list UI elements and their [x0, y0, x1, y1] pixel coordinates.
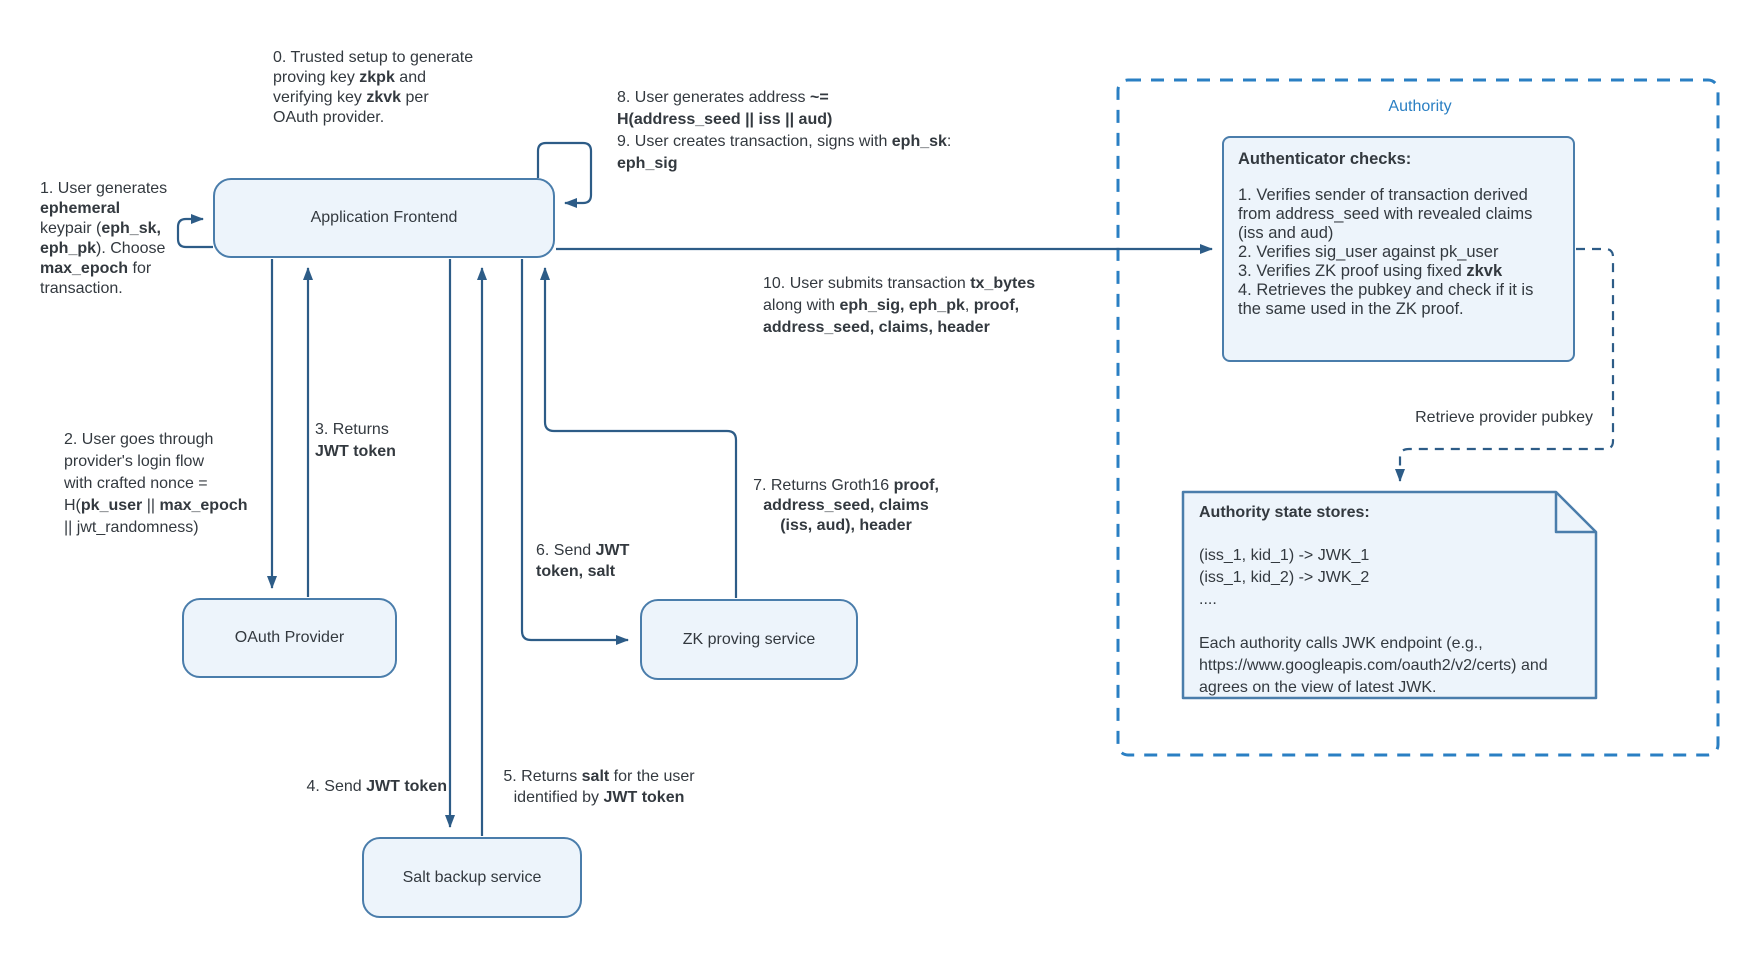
authenticator-checks-list: 1. Verifies sender of transaction derived from address_seed with revealed claims (iss and aud) 2. Verifies sig_user against pk_user 3. Verifies ZK proof using fixed zkvk 4. Retrieves the pubkey and check if it is the same used in the ZK proof. — [1238, 186, 1534, 318]
annotation-step0: 0. Trusted setup to generate proving key zkpk and verifying key zkvk per OAuth provider. — [273, 49, 474, 126]
annotation-step3: 3. Returns JWT token — [315, 421, 396, 460]
authority-state-lines: (iss_1, kid_1) -> JWK_1 (iss_1, kid_2) -> JWK_2 .... Each authority calls JWK endpoint (e.g., https://www.googleapis.com/oauth2/v2/certs) and agrees on the view of latest JWK. — [1199, 547, 1548, 696]
annotation-step5: 5. Returns salt for the user identified by JWT token — [503, 768, 695, 806]
annotation-step7: 7. Returns Groth16 proof, address_seed, claims (iss, aud), header — [753, 477, 939, 534]
authority-region-title: Authority — [1388, 98, 1452, 115]
annotation-step2: 2. User goes through provider's login flow with crafted nonce = H(pk_user || max_epoch || jwt_randomness) — [64, 431, 248, 536]
node-authenticator-checks — [1222, 136, 1575, 362]
node-salt-backup-service — [362, 837, 582, 918]
send-jwt-salt-arrow — [522, 259, 628, 640]
self-loop-keypair-arrow — [178, 219, 213, 247]
zk-proving-service-label: ZK proving service — [682, 630, 816, 648]
authenticator-checks-title: Authenticator checks: — [1238, 150, 1412, 168]
annotation-retrieve-pubkey: Retrieve provider pubkey — [1415, 409, 1593, 426]
oauth-provider-label: OAuth Provider — [234, 629, 345, 646]
annotation-step8-9: 8. User generates address ~= H(address_seed || iss || aud) 9. User creates transaction, signs with eph_sk: eph_sig — [617, 89, 952, 172]
authority-state-title: Authority state stores: — [1199, 504, 1370, 521]
application-frontend-label: Application Frontend — [310, 209, 458, 226]
annotation-step1: 1. User generates ephemeral keypair (eph_sk, eph_pk). Choose max_epoch for transaction. — [40, 180, 168, 297]
node-application-frontend — [213, 178, 555, 258]
node-zk-proving-service — [640, 599, 858, 680]
salt-backup-service-label: Salt backup service — [402, 868, 542, 886]
annotation-step4: 4. Send JWT token — [306, 778, 447, 795]
annotation-step6: 6. Send JWT token, salt — [536, 542, 630, 580]
node-authority-state-note — [1199, 502, 1581, 699]
node-oauth-provider — [182, 598, 397, 678]
annotation-step10: 10. User submits transaction tx_bytes along with eph_sig, eph_pk, proof, address_seed, claims, header — [763, 275, 1036, 336]
